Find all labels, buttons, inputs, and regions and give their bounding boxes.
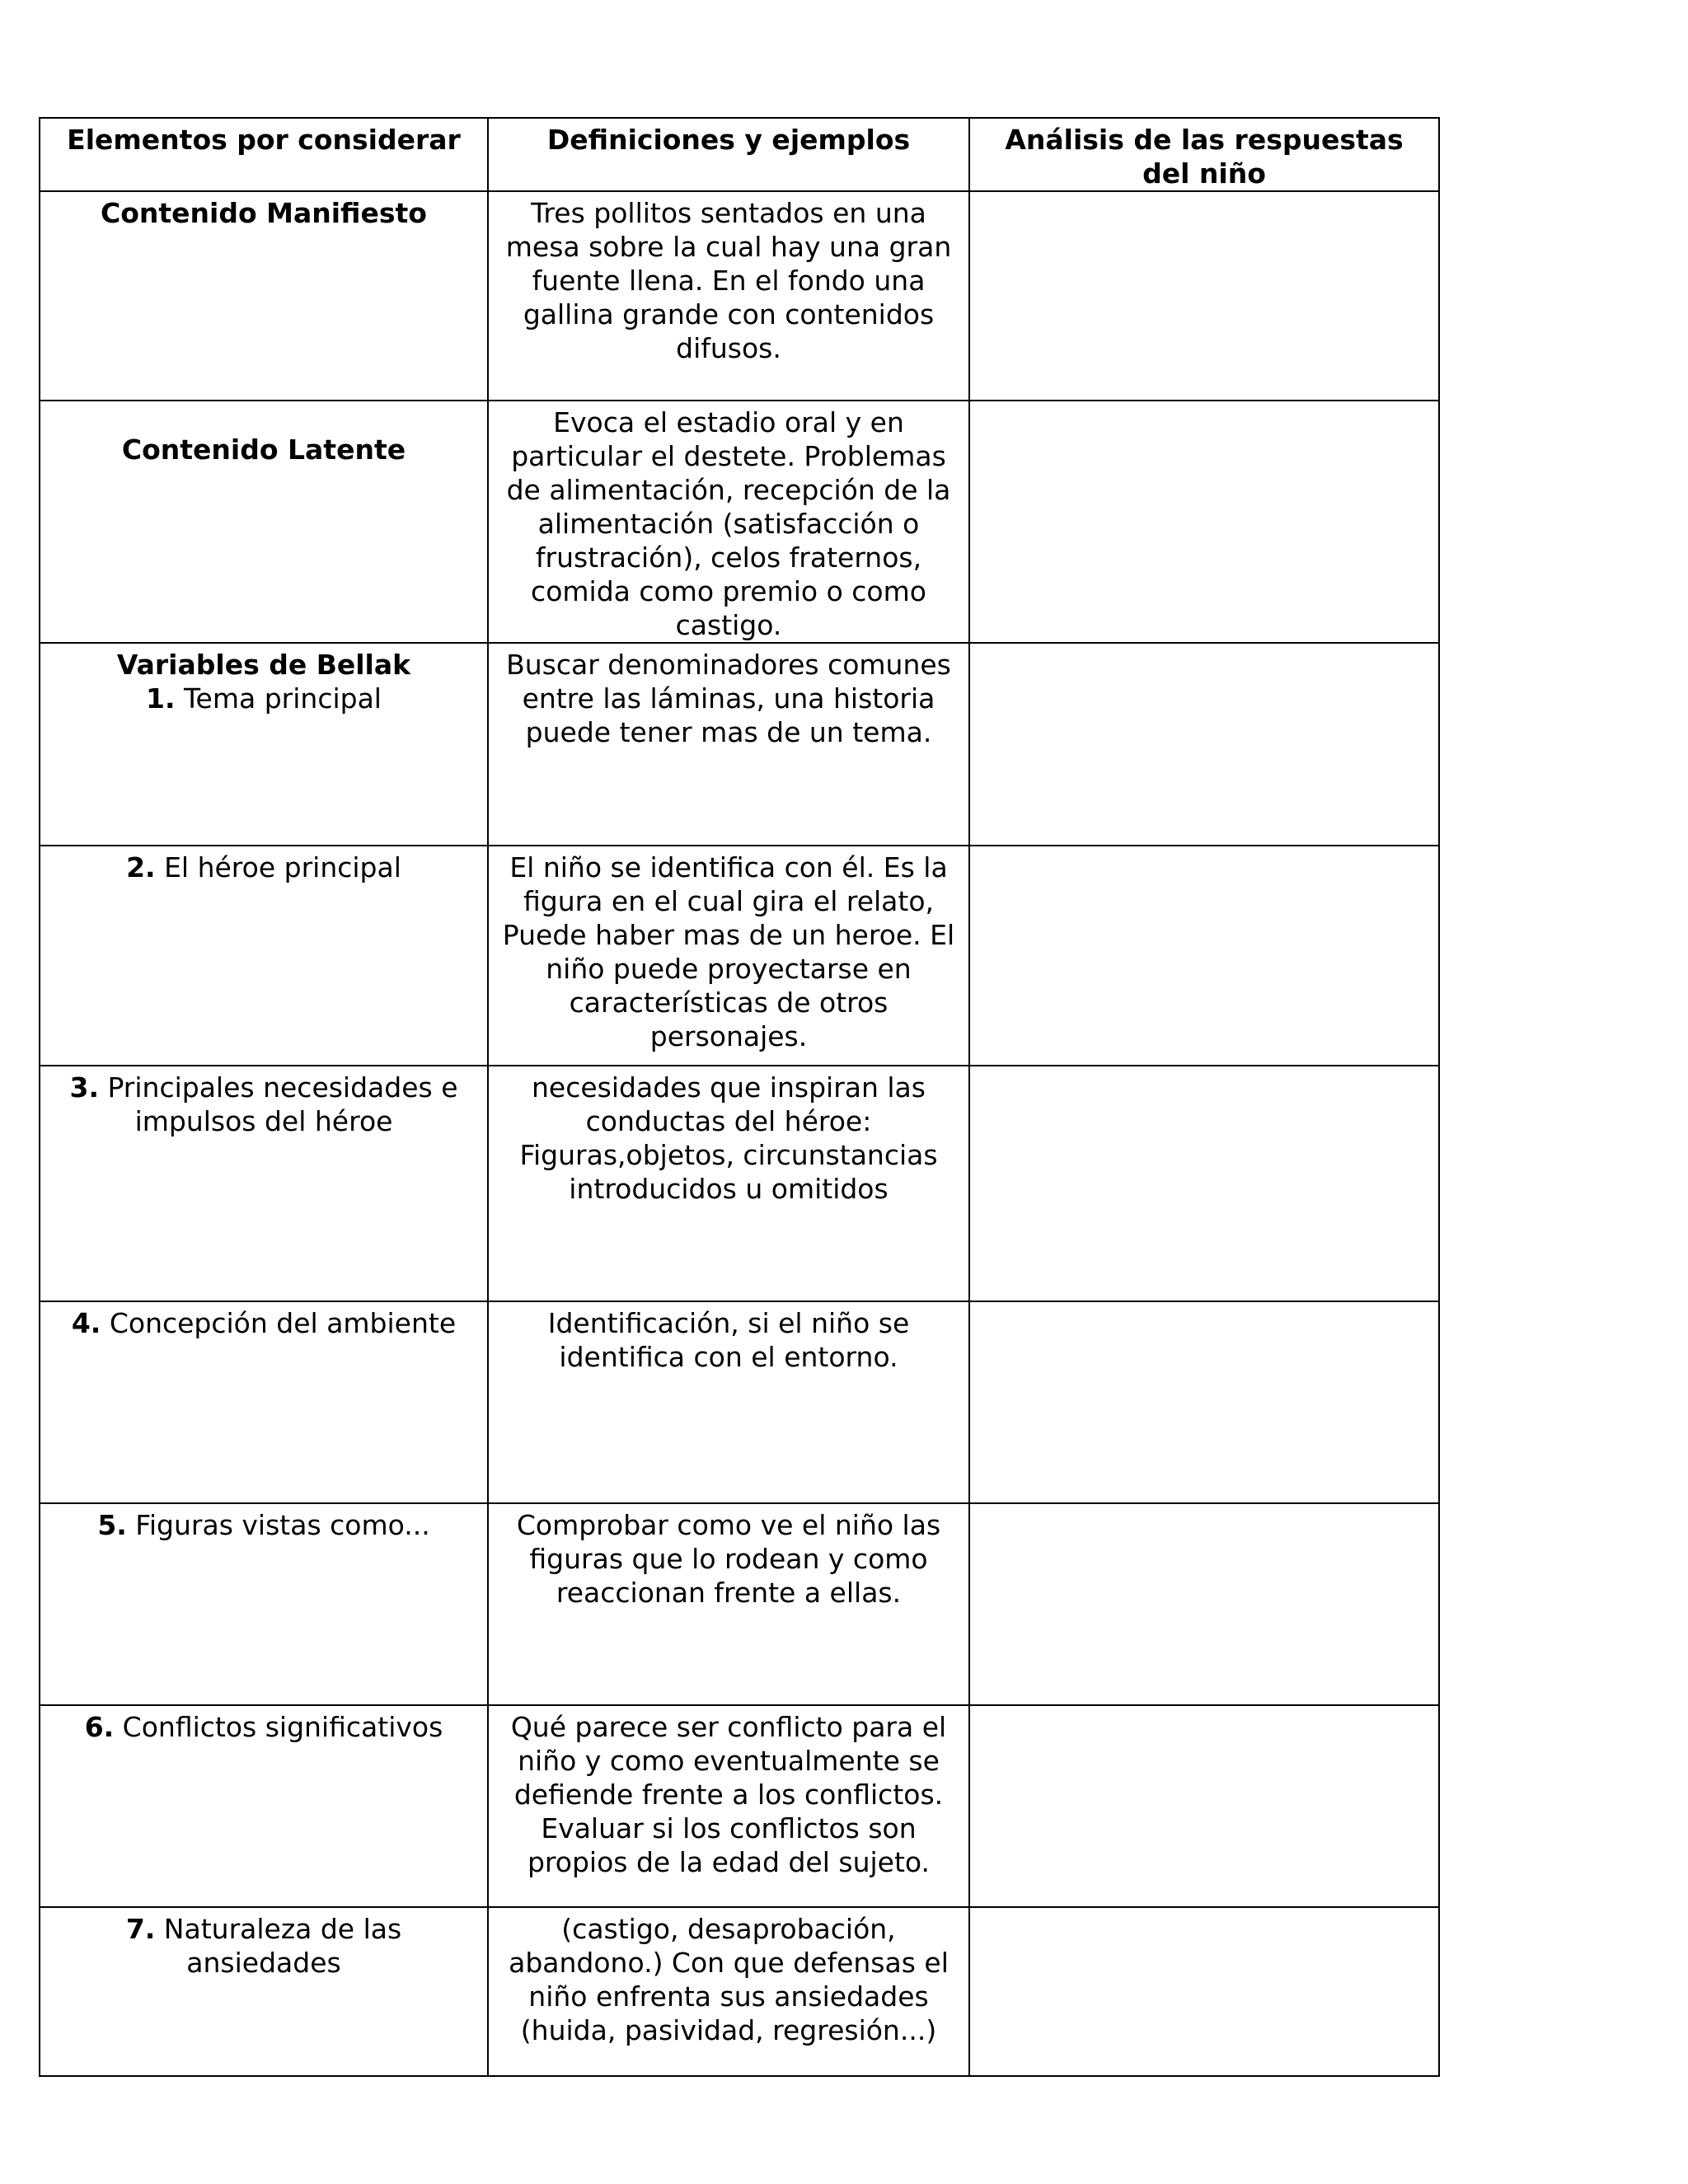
definition-cell: Qué parece ser conflicto para el niño y como eventualmente se defiende frente a los conflictos. Evaluar si los conflictos son propios de la edad del sujeto.: [488, 1705, 969, 1907]
analysis-cell[interactable]: [969, 1503, 1439, 1705]
header-elements: Elementos por considerar: [40, 118, 488, 191]
definition-cell: (castigo, desaprobación, abandono.) Con que defensas el niño enfrenta sus ansiedades (huida, pasividad, regresión...): [488, 1907, 969, 2076]
analysis-cell[interactable]: [969, 643, 1439, 846]
element-cell: [40, 1503, 488, 1705]
table-row: [40, 191, 1439, 401]
item-number: 1.: [146, 682, 176, 715]
section-heading: Variables de Bellak: [116, 649, 411, 681]
table-row: [40, 1301, 1439, 1503]
item-number: 3.: [69, 1071, 99, 1104]
element-cell: [40, 191, 488, 401]
element-cell: [40, 643, 488, 846]
item-number: 4.: [71, 1307, 101, 1339]
table-row: [40, 846, 1439, 1066]
analysis-cell[interactable]: [969, 1705, 1439, 1907]
element-cell: [40, 846, 488, 1066]
element-label: Figuras vistas como...: [126, 1509, 430, 1541]
element-label: Contenido Manifiesto: [101, 197, 427, 229]
header-definitions: Definiciones y ejemplos: [488, 118, 969, 191]
table-row: [40, 1503, 1439, 1705]
definition-cell: Identificación, si el niño se identifica con el entorno.: [488, 1301, 969, 1503]
item-number: 7.: [125, 1913, 156, 1945]
analysis-cell[interactable]: [969, 1066, 1439, 1301]
table-row: [40, 1066, 1439, 1301]
analysis-cell[interactable]: [969, 846, 1439, 1066]
item-number: 2.: [126, 851, 156, 883]
table-row: [40, 1907, 1439, 2076]
table-row: [40, 1705, 1439, 1907]
element-cell: [40, 1301, 488, 1503]
analysis-table: [39, 117, 1440, 2077]
definition-cell: Evoca el estadio oral y en particular el destete. Problemas de alimentación, recepción de la alimentación (satisfacción o frustración), celos fraternos, comida como premio o como castigo.: [488, 401, 969, 643]
definition-cell: Tres pollitos sentados en una mesa sobre la cual hay una gran fuente llena. En el fondo una gallina grande con contenidos difusos.: [488, 191, 969, 401]
analysis-cell[interactable]: [969, 401, 1439, 643]
table-row: [40, 401, 1439, 643]
analysis-cell[interactable]: [969, 1301, 1439, 1503]
definition-cell: Comprobar como ve el niño las figuras que lo rodean y como reaccionan frente a ellas.: [488, 1503, 969, 1705]
definition-cell: necesidades que inspiran las conductas del héroe: Figuras,objetos, circunstancias introducidos u omitidos: [488, 1066, 969, 1301]
table-row: [40, 643, 1439, 846]
element-cell: [40, 401, 488, 643]
definition-cell: El niño se identifica con él. Es la figura en el cual gira el relato, Puede haber mas de un heroe. El niño puede proyectarse en características de otros personajes.: [488, 846, 969, 1066]
item-number: 6.: [84, 1711, 115, 1743]
element-label: Concepción del ambiente: [101, 1307, 457, 1339]
element-label: Conflictos significativos: [114, 1711, 443, 1743]
element-label: Contenido Latente: [121, 434, 406, 466]
element-label: Naturaleza de las ansiedades: [155, 1913, 402, 1979]
element-cell: [40, 1907, 488, 2076]
definition-cell: Buscar denominadores comunes entre las láminas, una historia puede tener mas de un tema.: [488, 643, 969, 846]
element-cell: [40, 1066, 488, 1301]
header-analysis: Análisis de las respuestas del niño: [969, 118, 1439, 191]
table-header-row: [40, 118, 1439, 191]
element-label: El héroe principal: [155, 851, 401, 883]
analysis-cell[interactable]: [969, 191, 1439, 401]
element-cell: [40, 1705, 488, 1907]
element-label: Tema principal: [175, 682, 382, 715]
analysis-cell[interactable]: [969, 1907, 1439, 2076]
element-label: Principales necesidades e impulsos del héroe: [98, 1071, 458, 1137]
item-number: 5.: [97, 1509, 127, 1541]
